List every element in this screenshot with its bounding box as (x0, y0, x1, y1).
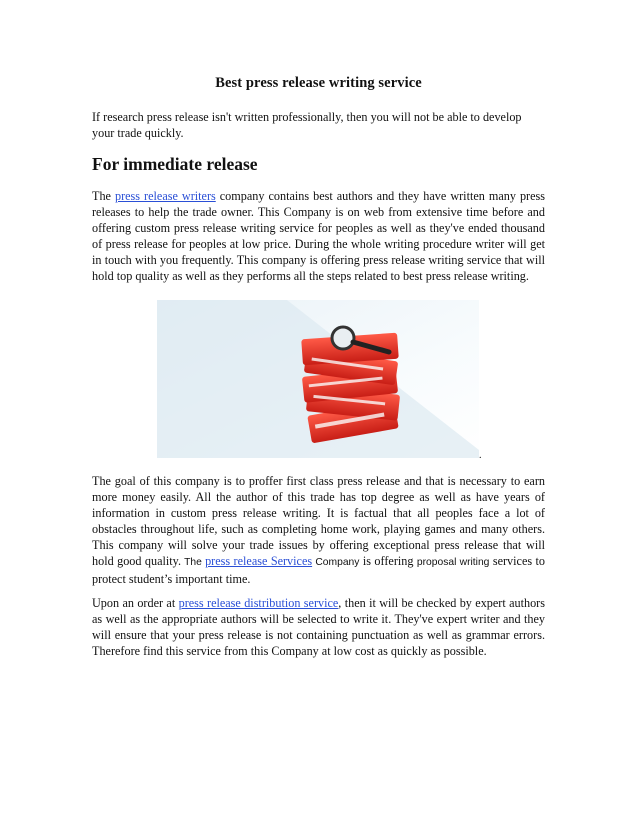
paragraph-2-the: The (181, 557, 206, 568)
paragraph-2-proposal: proposal writing (416, 557, 490, 568)
paragraph-3 (92, 595, 545, 659)
press-release-distribution-link[interactable]: press release distribution service (178, 596, 339, 610)
paragraph-2-text: The goal of this company is to proffer first class press release and that is necessary to earn more money easily. All the author of this trade has top degree as well as have years of information in custom press release writing. It is factual that all peoples face a lot of obstacles throughout life, such as completing home work, playing games and many others. This company will solve your trade issues by offering exceptional press release that will hold good quality. (92, 474, 545, 568)
paragraph-2 (92, 473, 545, 587)
press-release-writers-link[interactable]: press release writers (114, 189, 216, 203)
document-title: Best press release writing service (215, 75, 422, 91)
paragraph-2-company: Company (312, 557, 360, 568)
intro-paragraph: If research press release isn't written professionally, then you will not be able to develop your trade quickly. (92, 110, 522, 140)
paragraph-2-is-offering: is offering (359, 554, 417, 568)
image-trailing-dot: . (479, 450, 482, 461)
paragraph-3-pre: Upon an order at (92, 596, 179, 610)
press-release-services-link[interactable]: press release Services (205, 554, 313, 568)
paragraph-1 (92, 188, 545, 284)
paragraph-1-pre: The (92, 189, 115, 203)
paragraph-2-tail: services to protect student’s important time. (92, 554, 546, 586)
paragraph-1-post: company contains best authors and they have written many press releases to help the trade owner. This Company is on web from extensive time before and offering custom press release writing service for peoples as well as they've ended thousand of press release for peoples at low price. During the whole writing procedure writer will get in touch with you frequently. This company is offering press release writing service that will hold top quality as well as they performs all the steps related to best press release writing. (92, 189, 546, 283)
paragraph-3-post: , then it will be checked by expert authors as well as the appropriate authors will be selected to write it. They've expert writer and they will ensure that your press release is not containing punctuation as well as grammar errors. Therefore find this service from this Company at low cost as quickly as possible. (92, 596, 545, 658)
section-heading: For immediate release (92, 154, 258, 174)
red-folders-magnifier-image (157, 300, 479, 458)
